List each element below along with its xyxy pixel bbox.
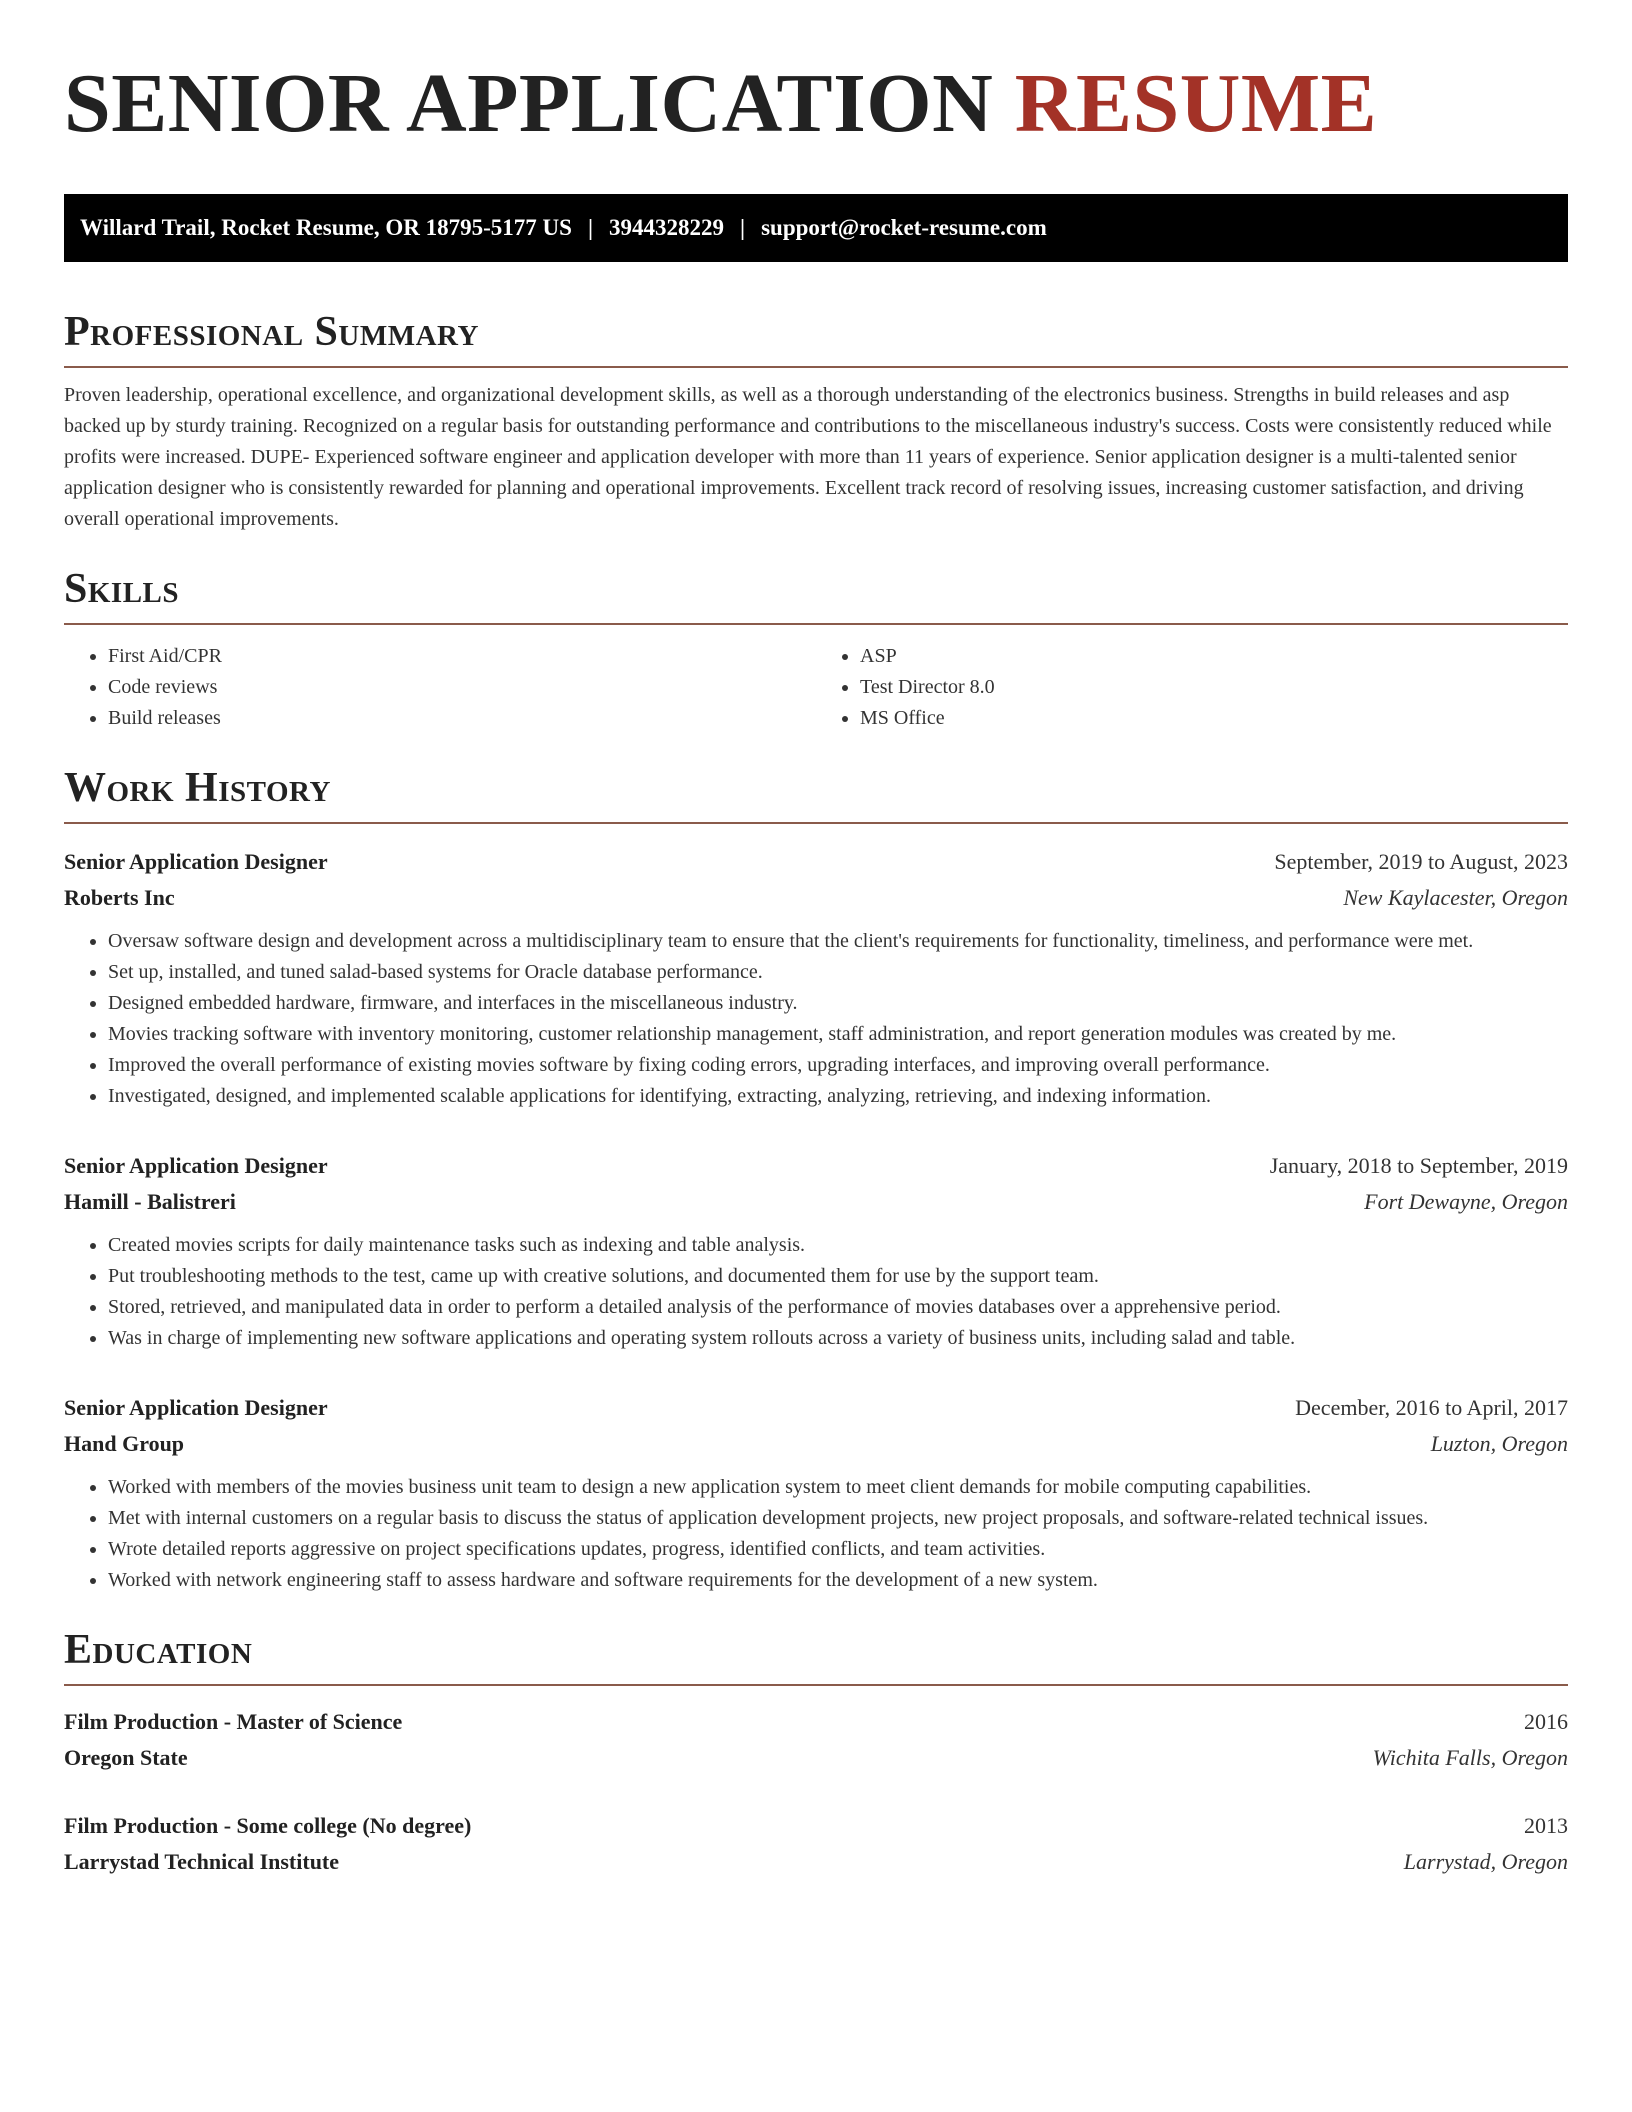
job-header-row [64,1148,1568,1184]
summary-heading: Professional Summary [64,306,1568,368]
job-bullet: • Met with internal customers on a regular basis to discuss the status of application development projects, new project proposals, and software-related technical issues. [108,1503,1568,1534]
education-year: 2016 [1524,1709,1568,1734]
education-entry [64,1808,1568,1880]
skill-item: • Code reviews [108,672,816,703]
job-dates: September, 2019 to August, 2023 [1274,849,1568,874]
job-bullet: • Investigated, designed, and implemented scalable applications for identifying, extracting, analyzing, retrieving, and indexing information. [108,1081,1568,1112]
job-company-row [64,1426,1568,1462]
job-bullet: • Stored, retrieved, and manipulated data in order to perform a detailed analysis of the performance of movies databases over a apprehensive period. [108,1292,1568,1323]
education-school: Larrystad Technical Institute [64,1849,340,1874]
job-bullets [64,926,1568,1112]
contact-phone: 3944328229 [609,215,725,240]
job-bullet: • Was in charge of implementing new software applications and operating system rollouts across a variety of business units, including salad and table. [108,1323,1568,1354]
job-bullet: • Improved the overall performance of existing movies software by fixing coding errors, upgrading interfaces, and improving overall performance. [108,1050,1568,1081]
job-header-row [64,1390,1568,1426]
education-school-row [64,1740,1568,1776]
title-accent: RESUME [1014,57,1378,150]
job-company: Hand Group [64,1431,185,1456]
resume-title [64,56,1568,152]
skills-heading: Skills [64,563,1568,625]
job-title: Senior Application Designer [64,849,328,874]
contact-separator: | [740,215,746,240]
job-bullet: • Worked with network engineering staff to assess hardware and software requirements for the development of a new system. [108,1565,1568,1596]
contact-bar [64,194,1568,262]
job-bullet: • Wrote detailed reports aggressive on project specifications updates, progress, identified conflicts, and team activities. [108,1534,1568,1565]
job-company-row [64,1184,1568,1220]
skill-item: • ASP [860,641,1568,672]
education-school: Oregon State [64,1745,188,1770]
contact-email: support@rocket-resume.com [761,215,1047,240]
job-location: New Kaylacester, Oregon [1343,885,1568,910]
education-degree-row [64,1808,1568,1844]
job-entry [64,1148,1568,1354]
skill-item: • First Aid/CPR [108,641,816,672]
summary-text: Proven leadership, operational excellence, and organizational development skills, as well as a thorough understanding of the electronics business. Strengths in build releases and asp backed up by sturdy training. Recognized on a regular basis for outstanding performance and contributions to the miscellaneous industry's success. Costs were consistently reduced while profits were increased. DUPE- Experienced software engineer and application developer with more than 11 years of experience. Senior application designer is a multi-talented senior application designer who is consistently rewarded for planning and operational improvements. Excellent track record of resolving issues, increasing customer satisfaction, and driving overall operational improvements. [64,384,1552,530]
skills-column-left [64,641,816,734]
job-bullet: • Oversaw software design and development across a multidisciplinary team to ensure that the client's requirements for functionality, timeliness, and performance were met. [108,926,1568,957]
job-header-row [64,844,1568,880]
job-title: Senior Application Designer [64,1395,328,1420]
education-entry [64,1704,1568,1776]
skill-item: • MS Office [860,703,1568,734]
education-degree-row [64,1704,1568,1740]
job-location: Fort Dewayne, Oregon [1364,1189,1568,1214]
job-bullets [64,1230,1568,1354]
education-school-row [64,1844,1568,1880]
job-company-row [64,880,1568,916]
skill-item: • Build releases [108,703,816,734]
skills-list [64,641,1568,734]
job-bullets [64,1472,1568,1596]
contact-address: Willard Trail, Rocket Resume, OR 18795-5177 US [80,215,572,240]
title-main: SENIOR APPLICATION [64,57,994,150]
education-heading: Education [64,1624,1568,1686]
skills-column-right [816,641,1568,734]
job-entry [64,844,1568,1112]
contact-separator: | [587,215,594,240]
education-degree: Film Production - Some college (No degree) [64,1813,472,1838]
job-bullet: • Movies tracking software with inventory monitoring, customer relationship management, staff administration, and report generation modules was created by me. [108,1019,1568,1050]
skill-item: • Test Director 8.0 [860,672,1568,703]
job-bullet: • Created movies scripts for daily maintenance tasks such as indexing and table analysis. [108,1230,1568,1261]
job-company: Roberts Inc [64,885,175,910]
education-year: 2013 [1524,1813,1568,1838]
job-company: Hamill - Balistreri [64,1189,236,1214]
job-bullet: • Worked with members of the movies business unit team to design a new application system to meet client demands for mobile computing capabilities. [108,1472,1568,1503]
education-location: Larrystad, Oregon [1403,1849,1568,1874]
job-dates: January, 2018 to September, 2019 [1269,1153,1568,1178]
job-location: Luzton, Oregon [1430,1431,1568,1456]
job-dates: December, 2016 to April, 2017 [1295,1395,1568,1420]
education-degree: Film Production - Master of Science [64,1709,403,1734]
job-title: Senior Application Designer [64,1153,328,1178]
education-location: Wichita Falls, Oregon [1372,1745,1568,1770]
job-bullet: • Set up, installed, and tuned salad-based systems for Oracle database performance. [108,957,1568,988]
job-entry [64,1390,1568,1596]
job-bullet: • Put troubleshooting methods to the test, came up with creative solutions, and documented them for use by the support team. [108,1261,1568,1292]
work-history-heading: Work History [64,762,1568,824]
job-bullet: • Designed embedded hardware, firmware, and interfaces in the miscellaneous industry. [108,988,1568,1019]
